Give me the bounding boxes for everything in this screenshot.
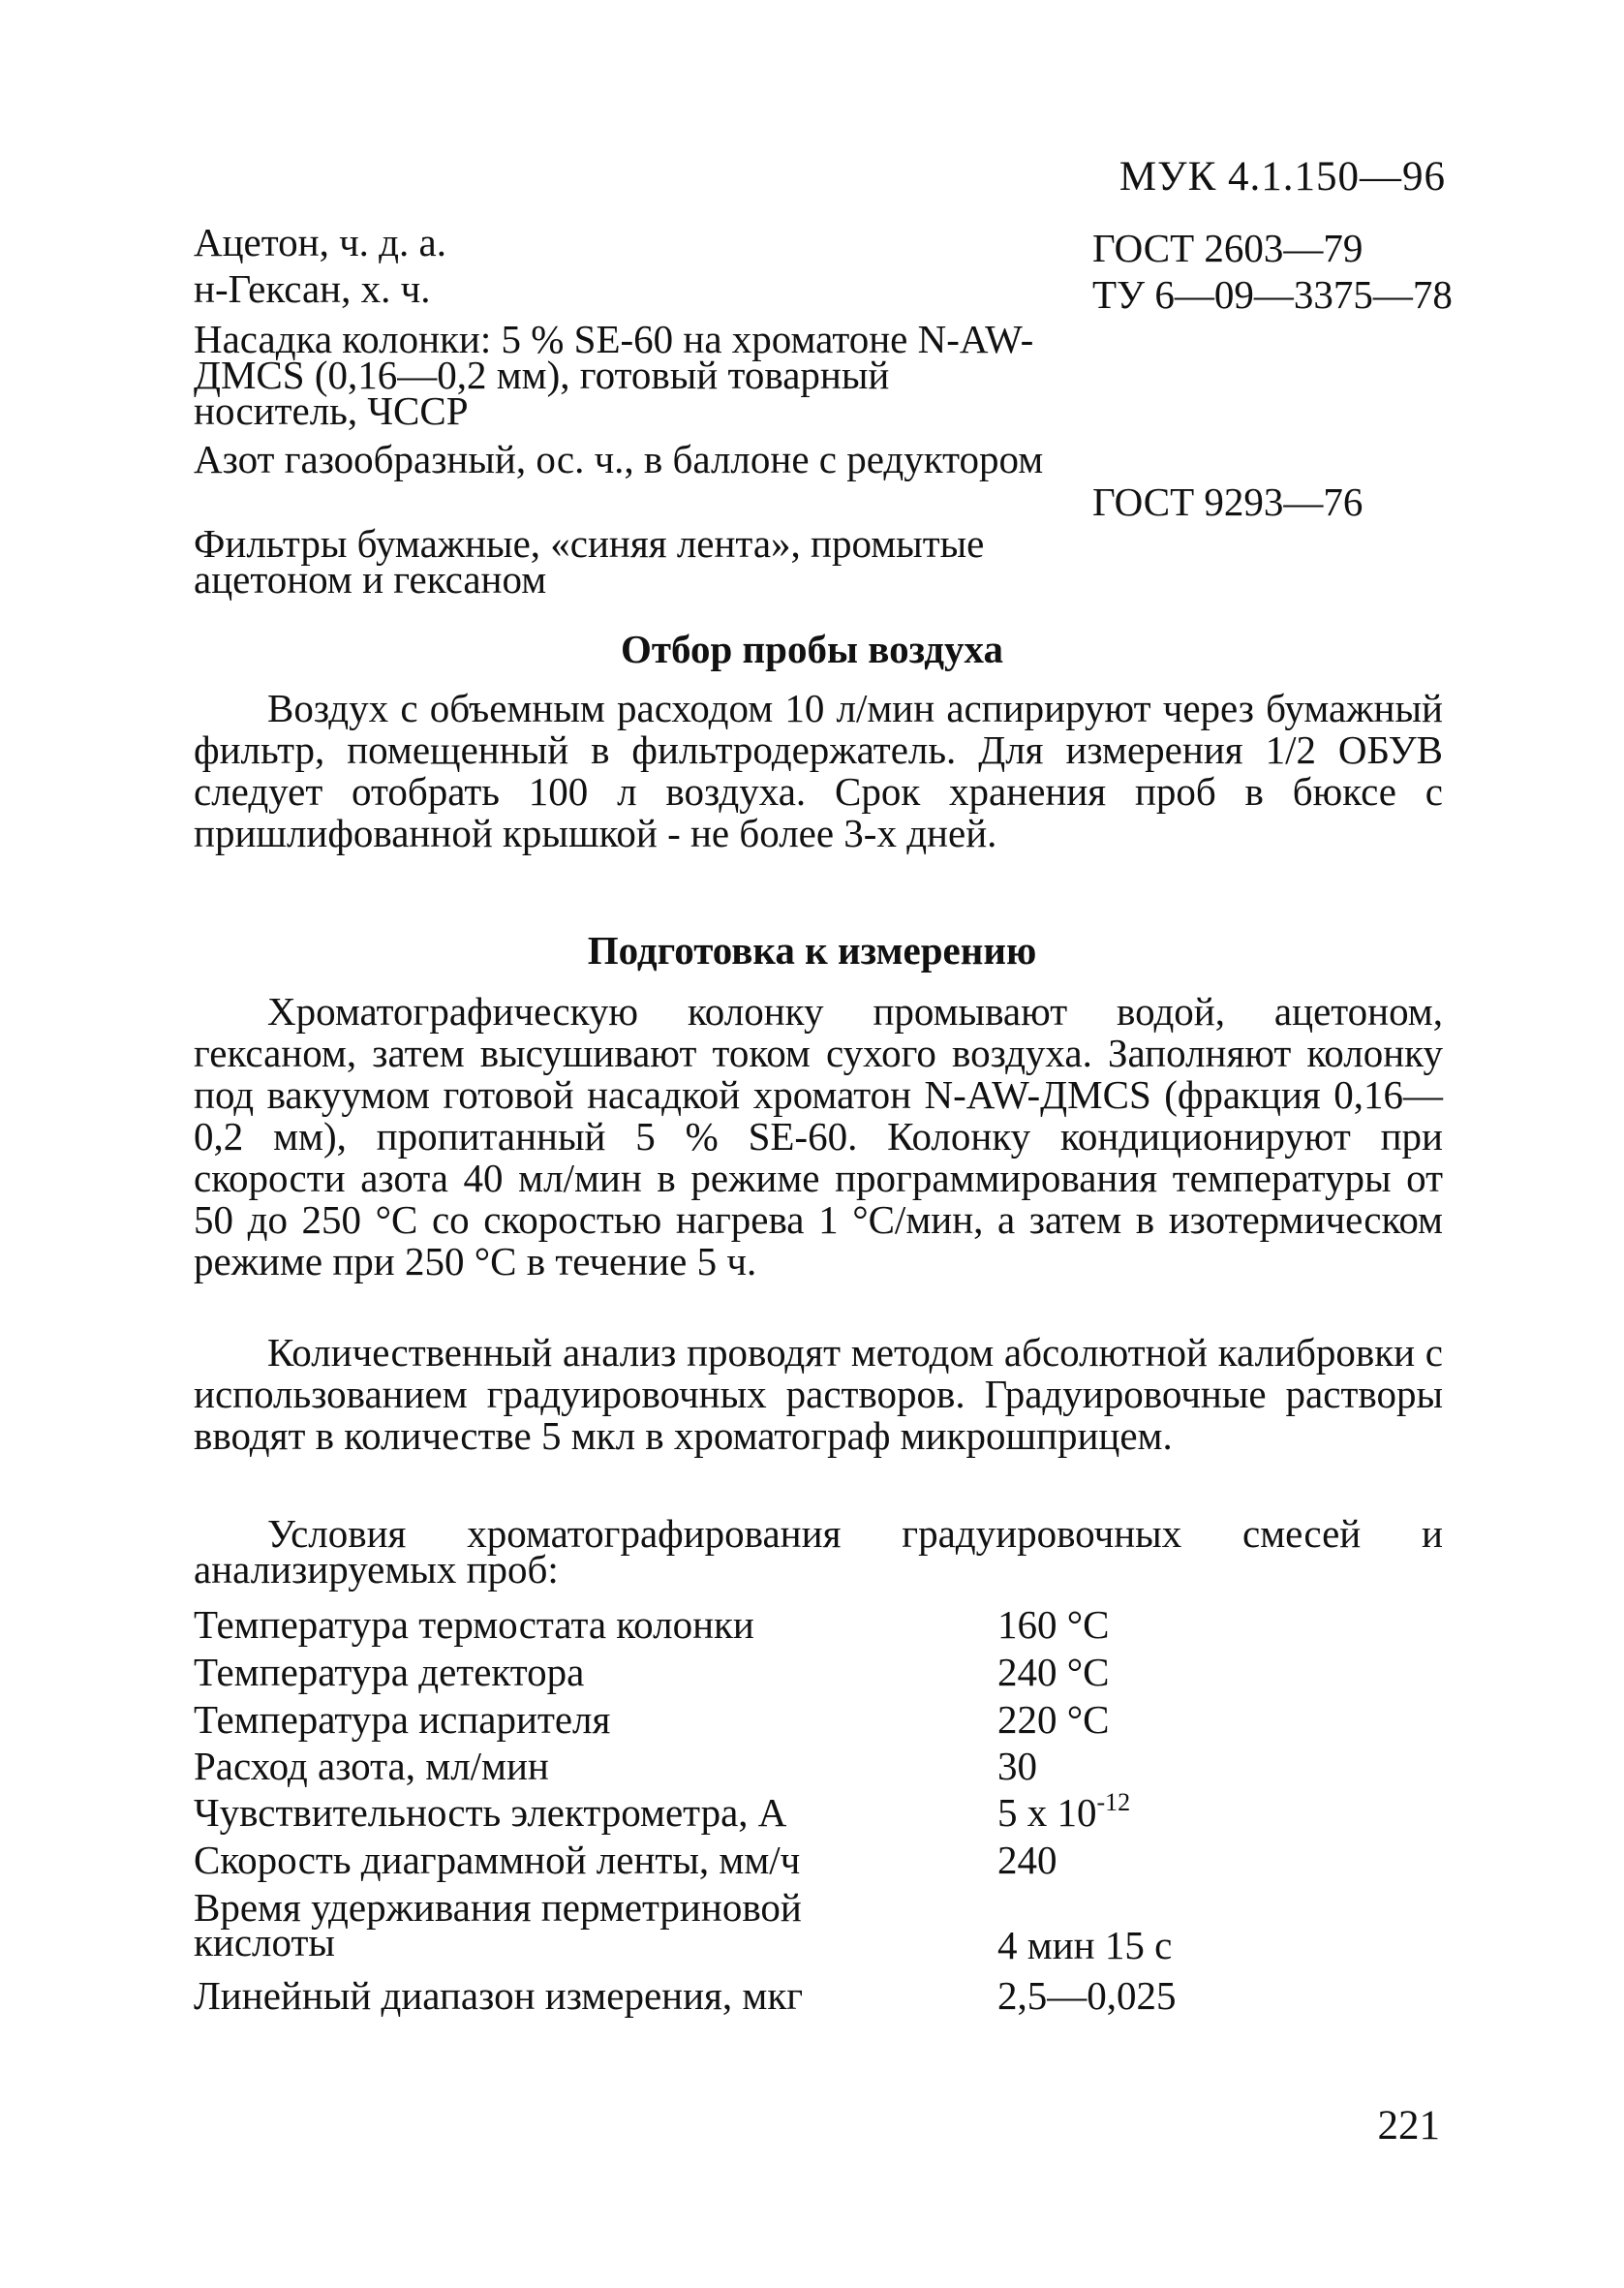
- document-code-header: МУК 4.1.150—96: [1118, 154, 1446, 200]
- page-number: 221: [1377, 2103, 1440, 2149]
- reagent-standard: ГОСТ 9293—76: [1092, 479, 1364, 524]
- condition-value-base: 5 x 10: [997, 1790, 1097, 1835]
- condition-label: Время удерживания перметриновой кислоты: [194, 1885, 802, 1964]
- reagent-item: Азот газообразный, ос. ч., в баллоне с редуктором: [194, 437, 1044, 481]
- condition-label: Расход азота, мл/мин: [194, 1744, 549, 1788]
- condition-value-exponent: -12: [1096, 1788, 1131, 1816]
- reagent-item: Фильтры бумажные, «синяя лента», промытые ацетоном и гексаном: [194, 521, 985, 602]
- section-heading-sampling: Отбор пробы воздуха: [620, 627, 1004, 671]
- reagent-item: Ацетон, ч. д. а.: [194, 220, 446, 264]
- sampling-paragraph: Воздух с объемным расходом 10 л/мин аспирируют через бумажный фильтр, помещенный в фильтродержатель. Для измерения 1/2 ОБУВ следует отобрать 100 л воздуха. Срок хранения проб в бюксе с пришлифованной крышкой - не более 3-х дней.: [194, 686, 1443, 855]
- condition-label: Температура детектора: [194, 1650, 585, 1694]
- reagent-standard: ГОСТ 2603—79: [1092, 226, 1364, 270]
- conditions-intro-paragraph: Условия хроматографирования градуировочных смесей и анализируемых проб:: [194, 1511, 1443, 1592]
- condition-value: 240: [997, 1838, 1057, 1882]
- condition-value: 240 °С: [997, 1650, 1110, 1694]
- condition-value: 220 °С: [997, 1697, 1110, 1742]
- condition-value: 4 мин 15 с: [997, 1923, 1173, 1967]
- condition-value: [997, 1789, 1130, 1836]
- condition-label: Чувствительность электрометра, А: [194, 1790, 787, 1835]
- reagent-item: н-Гексан, х. ч.: [194, 266, 431, 311]
- condition-value: 2,5—0,025: [997, 1973, 1177, 2018]
- condition-label: Температура термостата колонки: [194, 1602, 754, 1647]
- condition-value: 160 °С: [997, 1602, 1110, 1647]
- preparation-paragraph: Хроматографическую колонку промывают водой, ацетоном, гексаном, затем высушивают током сухого воздуха. Заполняют колонку под вакуумом готовой насадкой хроматон N-AW-ДМCS (фракция 0,16—0,2 мм), пропитанный 5 % SE-60. Колонку кондиционируют при скорости азота 40 мл/мин в режиме программирования температуры от 50 до 250 °С со скоростью нагрева 1 °С/мин, а затем в изотермическом режиме при 250 °С в течение 5 ч.: [194, 989, 1443, 1283]
- reagent-item: Насадка колонки: 5 % SE-60 на хроматоне N-AW-ДМCS (0,16—0,2 мм), готовый товарный носитель, ЧССР: [194, 317, 1034, 433]
- calibration-paragraph: Количественный анализ проводят методом абсолютной калибровки с использованием градуировочных растворов. Градуировочные растворы вводят в количестве 5 мкл в хроматограф микрошприцем.: [194, 1330, 1443, 1458]
- condition-label: Скорость диаграммной ленты, мм/ч: [194, 1838, 801, 1882]
- section-heading-preparation: Подготовка к измерению: [587, 928, 1037, 973]
- condition-label: Температура испарителя: [194, 1697, 611, 1742]
- condition-label: Линейный диапазон измерения, мкг: [194, 1973, 804, 2018]
- condition-value: 30: [997, 1744, 1037, 1788]
- reagent-standard: ТУ 6—09—3375—78: [1092, 272, 1453, 317]
